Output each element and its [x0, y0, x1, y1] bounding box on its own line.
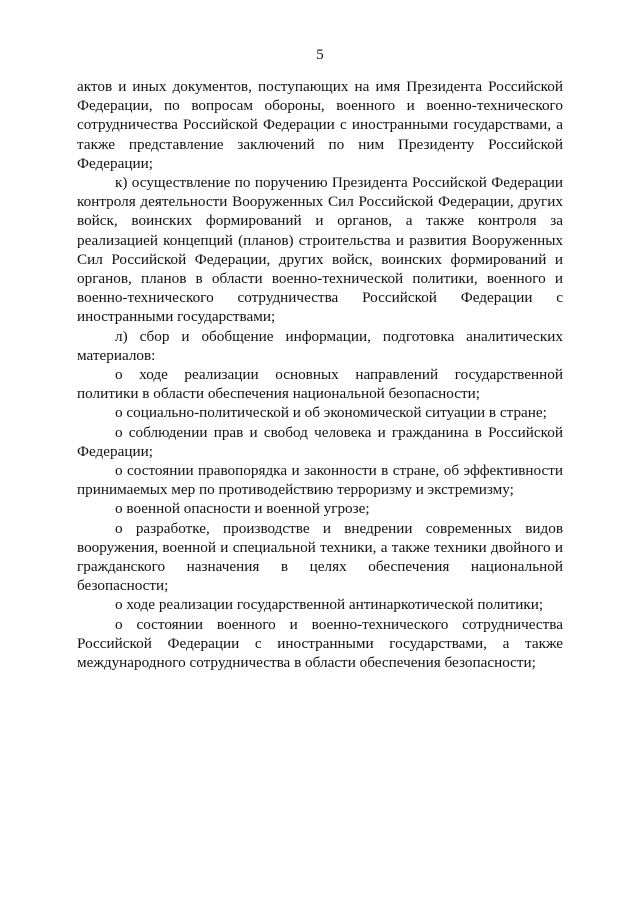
paragraph-sub-law-order: о состоянии правопорядка и законности в стране, об эффективности принимаемых мер по противодействию терроризму и экстремизму; — [77, 462, 563, 499]
paragraph-sub-military-danger: о военной опасности и военной угрозе; — [115, 500, 370, 518]
paragraph-continuation: актов и иных документов, поступающих на имя Президента Российской Федерации, по вопросам обороны, военного и военно-технического сотрудничества Российской Федерации с иностранными государствами, а также представление заключений по ним Президенту Российской Федерации; — [77, 78, 563, 172]
paragraph-sub-security-policy: о ходе реализации основных направлений государственной политики в области обеспечения национальной безопасности; — [77, 366, 563, 403]
paragraph-sub-anti-drug-policy: о ходе реализации государственной антинаркотической политики; — [115, 596, 544, 614]
page-number: 5 — [316, 47, 324, 63]
paragraph-sub-human-rights: о соблюдении прав и свобод человека и гражданина в Российской Федерации; — [77, 423, 563, 460]
paragraph-sub-weapons-development: о разработке, производстве и внедрении современных видов вооружения, военной и специальной техники, а также техники двойного и гражданского назначения в целях обеспечения национальной безопасности; — [77, 519, 563, 595]
paragraph-sub-military-cooperation: о состоянии военного и военно-технического сотрудничества Российской Федерации с иностранными государствами, а также международного сотрудничества в области обеспечения безопасности; — [77, 615, 563, 672]
document-body — [77, 77, 563, 672]
paragraph-sub-socio-economic: о социально-политической и об экономической ситуации в стране; — [115, 404, 547, 422]
paragraph-item-k: к) осуществление по поручению Президента Российской Федерации контроля деятельности Вооруженных Сил Российской Федерации, других войск, воинских формирований и органов, а также контроля за реализацией концепций (планов) строительства и развития Вооруженных Сил Российской Федерации, других войск, воинских формирований и органов, планов в области военно-технической политики, военного и военно-технического сотрудничества Российской Федерации с иностранными государствами; — [77, 174, 563, 326]
paragraph-item-l: л) сбор и обобщение информации, подготовка аналитических материалов: — [77, 327, 563, 364]
